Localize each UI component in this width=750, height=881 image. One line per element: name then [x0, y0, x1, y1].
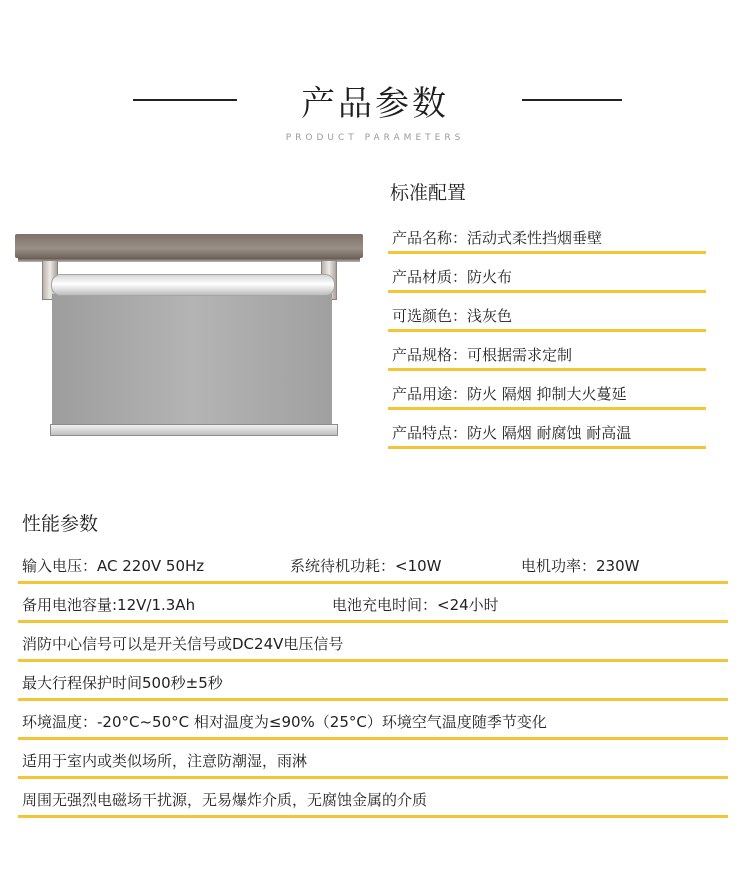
product-housing [15, 234, 363, 258]
page-header [0, 0, 750, 160]
standard-config-title: 标准配置 [390, 182, 467, 204]
performance-list [18, 548, 728, 821]
row-divider [18, 659, 728, 662]
param-row [18, 704, 728, 743]
param-text: 最大行程保护时间500秒±5秒 [22, 674, 223, 692]
page-title: 产品参数 [301, 84, 449, 124]
spec-row [388, 374, 706, 413]
product-bottom-bar [50, 424, 338, 436]
page-subtitle: PRODUCT PARAMETERS [285, 133, 465, 143]
param-text [22, 555, 639, 576]
spec-text: 可选颜色：浅灰色 [392, 307, 513, 325]
performance-title: 性能参数 [22, 513, 99, 535]
row-divider [18, 581, 728, 584]
param-row [18, 587, 728, 626]
param-text: 环境温度：-20°C~50°C 相对温度为≤90%（25°C）环境空气温度随季节变化 [22, 713, 547, 731]
product-roller [51, 274, 335, 296]
param-charge-time: 电池充电时间：<24小时 [332, 596, 499, 614]
param-row [18, 782, 728, 821]
param-input-voltage: 输入电压：AC 220V 50Hz [22, 557, 205, 575]
spec-text: 产品名称：活动式柔性挡烟垂壁 [392, 229, 603, 247]
row-divider [18, 620, 728, 623]
param-text: 适用于室内或类似场所，注意防潮湿，雨淋 [22, 752, 308, 770]
spec-text: 产品材质：防火布 [392, 268, 513, 286]
spec-text: 产品规格：可根据需求定制 [392, 346, 573, 364]
row-divider [388, 251, 706, 254]
row-divider [18, 698, 728, 701]
standard-config-list [388, 218, 706, 452]
spec-row [388, 335, 706, 374]
row-divider [388, 329, 706, 332]
spec-row [388, 257, 706, 296]
product-image [15, 228, 370, 443]
row-divider [18, 815, 728, 818]
title-right-rule [522, 99, 622, 101]
product-housing-edge [18, 258, 360, 262]
param-standby-power: 系统待机功耗：<10W [290, 557, 442, 575]
row-divider [388, 407, 706, 410]
spec-row [388, 296, 706, 335]
row-divider [18, 776, 728, 779]
row-divider [388, 290, 706, 293]
param-text: 消防中心信号可以是开关信号或DC24V电压信号 [22, 635, 344, 653]
param-battery-capacity: 备用电池容量:12V/1.3Ah [22, 596, 196, 614]
spec-row [388, 218, 706, 257]
param-row [18, 743, 728, 782]
param-row [18, 548, 728, 587]
row-divider [388, 368, 706, 371]
spec-text: 产品用途：防火 隔烟 抑制大火蔓延 [392, 385, 627, 403]
param-motor-power: 电机功率：230W [521, 557, 640, 575]
param-text [22, 594, 499, 615]
param-row [18, 665, 728, 704]
spec-row [388, 413, 706, 452]
param-text: 周围无强烈电磁场干扰源，无易爆炸介质，无腐蚀金属的介质 [22, 791, 428, 809]
product-fabric [52, 294, 332, 428]
row-divider [18, 737, 728, 740]
row-divider [388, 446, 706, 449]
param-row [18, 626, 728, 665]
spec-text: 产品特点：防火 隔烟 耐腐蚀 耐高温 [392, 424, 632, 442]
